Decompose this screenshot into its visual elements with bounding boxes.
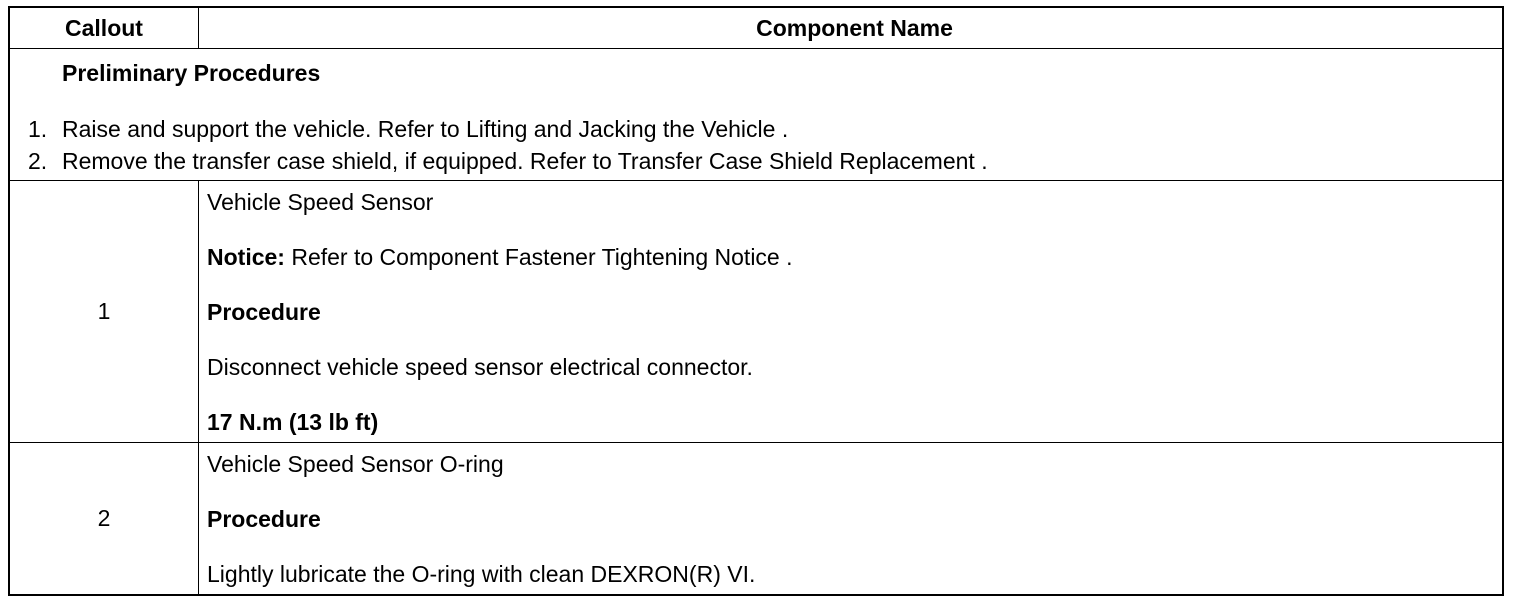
step-text: Raise and support the vehicle. Refer to Lifting and Jacking the Vehicle . <box>62 116 789 142</box>
preliminary-step <box>28 148 988 180</box>
component-name: Vehicle Speed Sensor O-ring <box>207 451 504 477</box>
procedure-label: Procedure <box>207 506 321 532</box>
notice-text: Refer to Component Fastener Tightening Notice . <box>284 244 793 270</box>
preliminary-title: Preliminary Procedures <box>62 60 321 86</box>
table-header-row <box>10 8 1502 48</box>
callout-header: Callout <box>10 8 199 48</box>
table-row <box>10 180 1502 442</box>
step-number: 1. <box>28 116 48 142</box>
preliminary-step <box>28 116 988 148</box>
component-cell <box>199 181 1502 442</box>
table-row <box>10 442 1502 594</box>
procedure-table <box>8 6 1504 596</box>
notice-label: Notice: <box>207 244 285 270</box>
step-text: Remove the transfer case shield, if equipped. Refer to Transfer Case Shield Replacement . <box>62 148 988 174</box>
component-cell <box>199 443 1502 594</box>
step-number: 2. <box>28 148 48 174</box>
callout-number: 2 <box>10 443 199 594</box>
procedure-text: Lightly lubricate the O-ring with clean DEXRON(R) VI. <box>207 561 756 587</box>
notice-line <box>207 243 1502 298</box>
preliminary-procedures-row <box>10 48 1502 180</box>
procedure-label: Procedure <box>207 299 321 325</box>
callout-number: 1 <box>10 181 199 442</box>
procedure-text: Disconnect vehicle speed sensor electrical connector. <box>207 354 753 380</box>
component-name-header: Component Name <box>756 14 953 41</box>
torque-spec: 17 N.m (13 lb ft) <box>207 409 379 435</box>
component-name: Vehicle Speed Sensor <box>207 189 434 215</box>
preliminary-steps-list <box>28 116 988 180</box>
